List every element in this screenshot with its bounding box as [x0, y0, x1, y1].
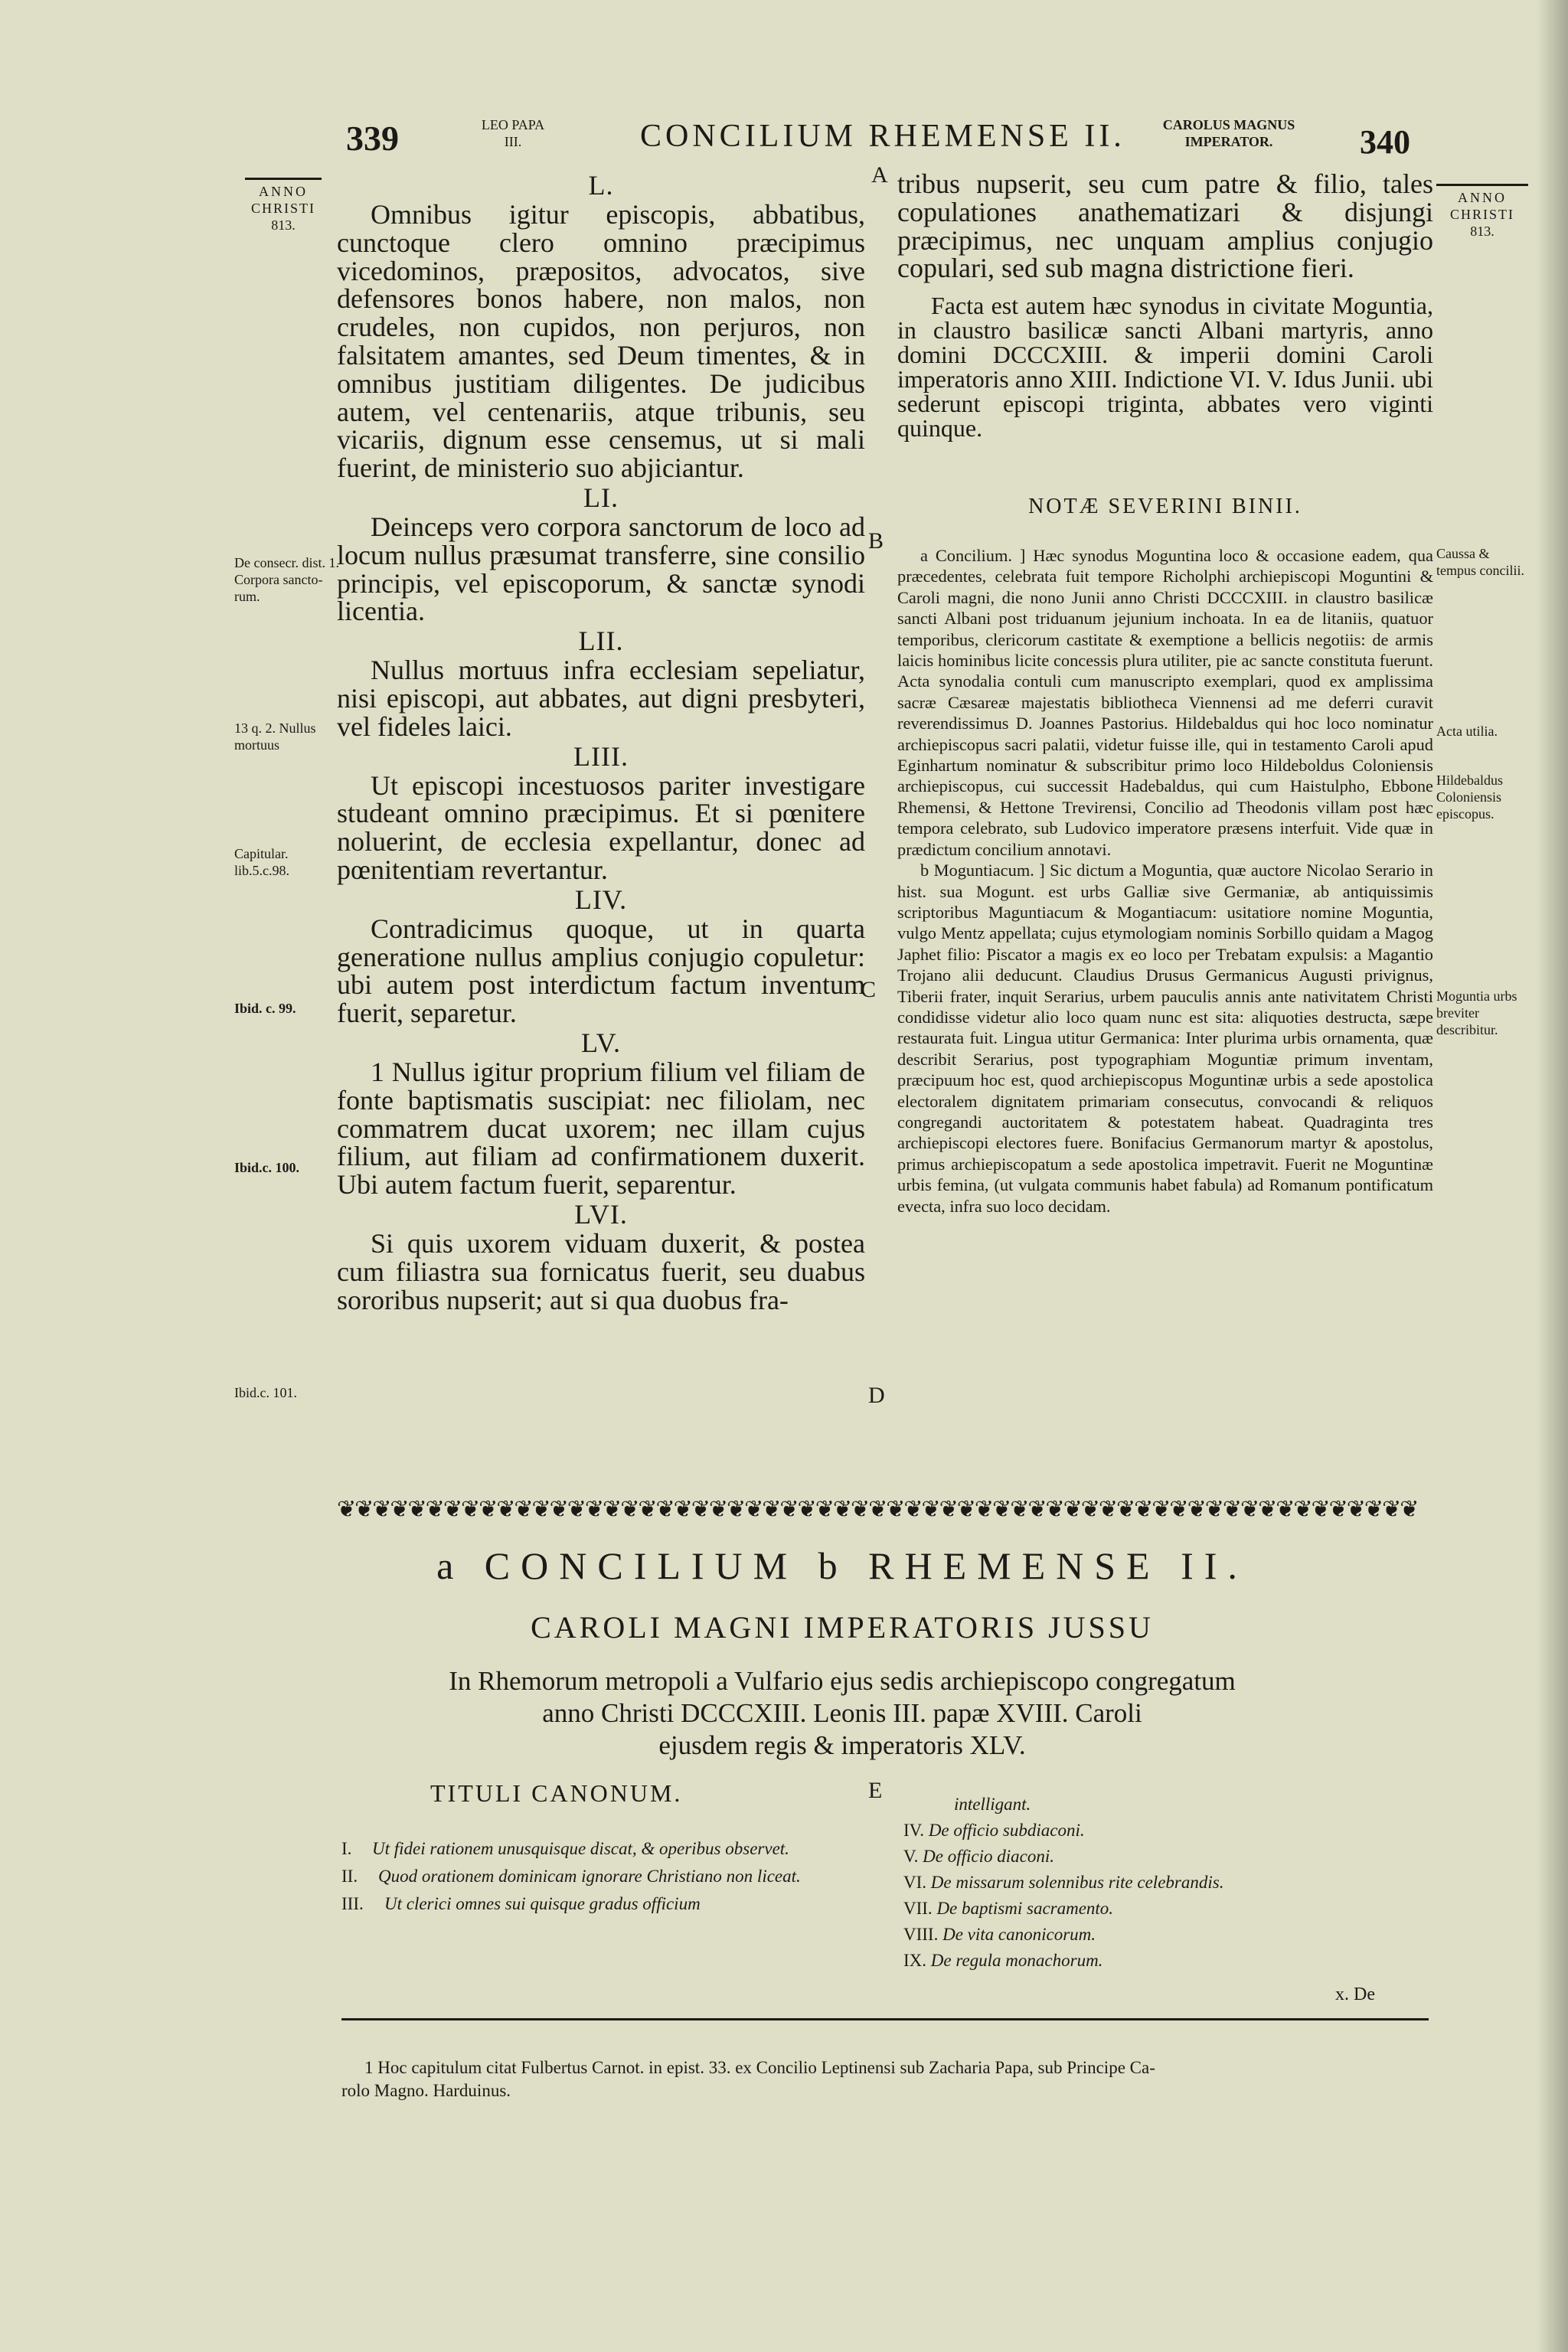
note-b: b Moguntiacum. ] Sic dictum a Moguntia, quæ auctore Nicolao Serario in hist. sua Mogunt. est urbs Galliæ sive Germaniæ, ab antiquissimis scriptoribus Maguntiacum & Mogantiacum: usitatiore nomine Moguntia, vulgo Mentz appellata; cujus etymologiam nominis Sorbillo quidam a Magog Japhet filio: Piscator a magis ex eo loco per Trebatam expulsis: a Magantio Trojano alii deducunt. Claudius Drusus Germanicus Augusti privignus, Tiberii frater, inquit Serarius, urbem pauculis annis ante nativitatem Christi condidisse videtur alio loco quam nunc est sita: aliquoties destructa, sæpe restaurata fuit. Lingua utitur Germanica: Inter plurima urbis ornamenta, quæ describit Serarius, post typographiam Moguntiæ primum inventam, præcipuum hoc est, quod archiepiscopus Moguntinæ urbis a sede apostolica electoralem dignitatem primariam consecutus, convocandi & reliquos congregandi auctoritatem & potestatem habeat. Quadraginta tres archiepiscopi electores fuere. Bonifacius Germanorum martyr & apostolus, primus archiepiscopatum a sede apostolica impetravit. Fuerit ne Moguntinæ urbis femina, (ut vulgata communis habet fabula) ad Romanum pontificatum evecta, infra suo loco decidam.: [897, 861, 1433, 1216]
toc-text-v: De officio diaconi.: [923, 1847, 1054, 1866]
toc-item-iv: [903, 1818, 1393, 1844]
toc-item-ix: [903, 1948, 1393, 1974]
margin-note-right-1: Caussa & tempus concilii.: [1436, 546, 1524, 578]
canon-heading-li: LI.: [583, 482, 619, 513]
toc-text-vi: De missarum solennibus rite celebrandis.: [930, 1873, 1224, 1892]
canon-heading-liv: LIV.: [574, 884, 628, 915]
anno-christi-left: [245, 178, 322, 234]
header-right-label-bottom: IMPERATOR.: [1184, 134, 1273, 149]
christi-label-left: CHRISTI: [250, 201, 315, 216]
right-text-1: tribus nupserit, seu cum patre & filio, tales copulationes anathematizari & disjungi præcipimus, nec unquam amplius conjugio copulari, sed sub magna districtione fieri.: [897, 168, 1433, 284]
margin-note-left-5: Ibid.c. 100.: [234, 1160, 300, 1175]
canon-text-liii: Ut episcopi incestuosos pariter investigare studeant omnino præcipimus. Et si pœnitere noluerint, de ecclesia expellantur, donec ad pœnitentiam revertantur.: [337, 769, 865, 885]
canon-text-lv: 1 Nullus igitur proprium filium vel filiam de fonte baptismatis suscipiat: nec filiolam, nec commatrem ducat uxorem; nec illam cujus filium, aut filiam ad confirmationem duxerit. Ubi autem factum fuerit, separentur.: [337, 1056, 865, 1200]
toc-item-vii: [903, 1896, 1393, 1922]
toc-item-iii: [341, 1891, 862, 1917]
gutter-shadow: [1537, 0, 1568, 2352]
right-text-2: Facta est autem hæc synodus in civitate Moguntia, in claustro basilicæ sancti Albani martyris, anno domini DCCCXIII. & imperii domini Caroli imperatoris anno XIII. Indictione VI. V. Idus Junii. ubi sederunt episcopi triginta, abbates vero viginti quinque.: [897, 292, 1433, 443]
canon-text-lii: Nullus mortuus infra ecclesiam sepeliatur, nisi episcopi, aut abbates, aut digni presbyteri, vel fideles laici.: [337, 655, 865, 742]
header-left-label-bottom: III.: [504, 134, 522, 149]
right-column: [897, 168, 1433, 443]
toc-text-ii: Quod orationem dominicam ignorare Christiano non liceat.: [378, 1867, 801, 1886]
council-desc-2: anno Christi DCCCXIII. Leonis III. papæ XVIII. Caroli: [542, 1698, 1142, 1728]
section-letter-d: D: [868, 1383, 885, 1408]
canon-heading-l: L.: [588, 170, 614, 201]
toc-num-v: V.: [903, 1847, 919, 1866]
toc-text-ix: De regula monachorum.: [930, 1951, 1103, 1970]
page-number-right: 340: [1360, 123, 1410, 161]
council-desc-1: In Rhemorum metropoli a Vulfario ejus sedis archiepiscopo congregatum: [449, 1666, 1236, 1696]
margin-note-right-3: Hildebaldus Coloniensis episcopus.: [1436, 773, 1503, 822]
toc-right: [903, 1792, 1393, 1974]
toc-item-v: [903, 1844, 1393, 1870]
canon-heading-liii: LIII.: [573, 740, 629, 772]
toc-item-viii: [903, 1922, 1393, 1948]
council-title: a CONCILIUM b RHEMENSE II.: [436, 1544, 1248, 1587]
council-subtitle: CAROLI MAGNI IMPERATORIS JUSSU: [531, 1610, 1154, 1645]
ornament-band: ❦❦❦❦❦❦❦❦❦❦❦❦❦❦❦❦❦❦❦❦❦❦❦❦❦❦❦❦❦❦❦❦❦❦❦❦❦❦❦❦❦❦❦❦❦❦❦❦❦❦❦❦❦❦❦❦❦❦❦❦❦: [337, 1496, 1418, 1523]
toc-item-vi: [903, 1870, 1393, 1896]
christi-label-right: CHRISTI: [1449, 207, 1514, 222]
margin-note-left-1: De consecr. dist. 1. Corpora sancto-rum.: [234, 555, 339, 604]
section-letter-c: C: [861, 977, 877, 1002]
margin-note-right-4: Moguntia urbs breviter describitur.: [1436, 988, 1517, 1037]
toc-item-ii: [341, 1864, 862, 1890]
running-title: CONCILIUM RHEMENSE II.: [640, 119, 1125, 154]
header-left-label: [452, 116, 574, 150]
toc-text-vii: De baptismi sacramento.: [936, 1899, 1114, 1918]
header-right-label-top: CAROLUS MAGNUS: [1162, 117, 1295, 132]
margin-note-left-2: 13 q. 2. Nullus mortuus: [234, 720, 316, 753]
toc-text-viii: De vita canonicorum.: [942, 1925, 1096, 1944]
toc-right-continuation: intelligant.: [954, 1795, 1031, 1814]
year-right: 813.: [1470, 224, 1494, 239]
year-left: 813.: [271, 217, 296, 233]
toc-text-iii: Ut clerici omnes sui quisque gradus officium: [384, 1894, 701, 1913]
section-letter-b: B: [868, 528, 884, 554]
left-column: [337, 170, 865, 1314]
footnote-line-2: rolo Magno. Harduinus.: [341, 2081, 511, 2100]
canon-text-l: Omnibus igitur episcopis, abbatibus, cunctoque clero omnino præcipimus vicedominos, præpositos, advocatos, sive defensores bonos habere, non malos, non crudeles, non cupidos, non perjuros, non falsitatem amantes, sed Deum timentes, & in omnibus justitiam diligentes. De judicibus autem, vel centenariis, atque tribunis, seu vicariis, dignum esse censemus, ut si mali fuerint, de ministerio suo abjiciantur.: [337, 199, 865, 484]
canon-text-li: Deinceps vero corpora sanctorum de loco ad locum nullus præsumat transferre, sine consilio principis, vel episcoporum, & sanctæ synodi licentia.: [337, 511, 865, 627]
catchword: x. De: [1335, 1984, 1375, 2004]
note-a: a Concilium. ] Hæc synodus Moguntina loco & occasione eadem, qua præcedentes, celebrata fuit tempore Richolphi archiepiscopi Moguntini & Caroli magni, die nono Junii anno Christi DCCCXIII. in claustro basilicæ sancti Albani post triduanum jejunium inchoata. In ea de litaniis, quatuor temporibus, clericorum castitate & exemptione a bellicis negotiis: de armis laicis hominibus licite concessis plura utiliter, pie ac sancte constituta fuerunt. Acta synodalia contuli cum manuscripto exemplari, quod ex amplissima sacræ Cæsareæ majestatis bibliotheca Viennensi ad me deferri curavit reverendissimus D. Joannes Pastorius. Hildebaldus qui hoc loco nominatur archiepiscopus sacri palatii, videtur fuisse ille, qui in testamento Caroli apud Eginhartum nominatur & subscribitur primo loco Hildeboldus Coloniensis archiepiscopus, cui successit Hadebaldus, qui cum Haistulpho, Ebbone Rhemensi, & Hettone Trevirensi, Concilio ad Theodonis villam post hæc tempora celebrato, sub Ludovico imperatore præsens interfuit. Vide quæ in prædictum concilium annotavi.: [897, 546, 1433, 859]
toc-num-ii: II.: [341, 1867, 358, 1886]
toc-num-ix: IX.: [903, 1951, 927, 1970]
margin-note-left-6: Ibid.c. 101.: [234, 1385, 297, 1400]
footnote-rule: [341, 2018, 1429, 2020]
toc-num-viii: VIII.: [903, 1925, 939, 1944]
toc-num-vi: VI.: [903, 1873, 927, 1892]
council-desc-3: ejusdem regis & imperatoris XLV.: [658, 1730, 1026, 1760]
anno-christi-right: [1436, 184, 1528, 240]
canon-heading-lvi: LVI.: [574, 1198, 628, 1230]
canon-text-liv: Contradicimus quoque, ut in quarta generatione nullus amplius conjugio copuletur: ubi autem post interdictum factum inventum fuerit, separetur.: [337, 913, 865, 1029]
toc-num-iii: III.: [341, 1894, 364, 1913]
header-left-label-top: LEO PAPA: [481, 117, 545, 132]
footnote-line-1: 1 Hoc capitulum citat Fulbertus Carnot. in epist. 33. ex Concilio Leptinensi sub Zacharia Papa, sub Principe Ca-: [364, 2058, 1155, 2077]
page-number-left: 339: [346, 119, 399, 158]
toc-num-i: I.: [341, 1839, 352, 1858]
anno-label-right: ANNO: [1458, 190, 1507, 205]
toc-left: [341, 1836, 862, 1917]
toc-num-vii: VII.: [903, 1899, 933, 1918]
margin-note-right-2: Acta utilia.: [1436, 724, 1498, 739]
toc-item-i: [341, 1836, 862, 1862]
notes-title: NOTÆ SEVERINI BINII.: [1028, 495, 1302, 518]
toc-text-iv: De officio subdiaconi.: [928, 1821, 1085, 1840]
toc-heading: TITULI CANONUM.: [430, 1779, 683, 1807]
anno-label-left: ANNO: [259, 184, 308, 199]
toc-num-iv: IV.: [903, 1821, 925, 1840]
canon-text-lvi: Si quis uxorem viduam duxerit, & postea cum filiastra sua fornicatus fuerit, seu duabus sororibus nupserit; aut si qua duobus fra-: [337, 1227, 865, 1315]
section-letter-e: E: [868, 1778, 883, 1803]
margin-note-left-3: Capitular. lib.5.c.98.: [234, 846, 289, 878]
section-letter-a: A: [871, 162, 888, 188]
margin-note-left-4: Ibid. c. 99.: [234, 1001, 296, 1016]
binius-notes: [897, 545, 1433, 1217]
toc-text-i: Ut fidei rationem unusquisque discat, & operibus observet.: [372, 1839, 789, 1858]
canon-heading-lv: LV.: [580, 1027, 622, 1058]
footnote: [341, 2056, 1436, 2102]
canon-heading-lii: LII.: [578, 626, 624, 657]
header-right-label: [1125, 116, 1332, 150]
